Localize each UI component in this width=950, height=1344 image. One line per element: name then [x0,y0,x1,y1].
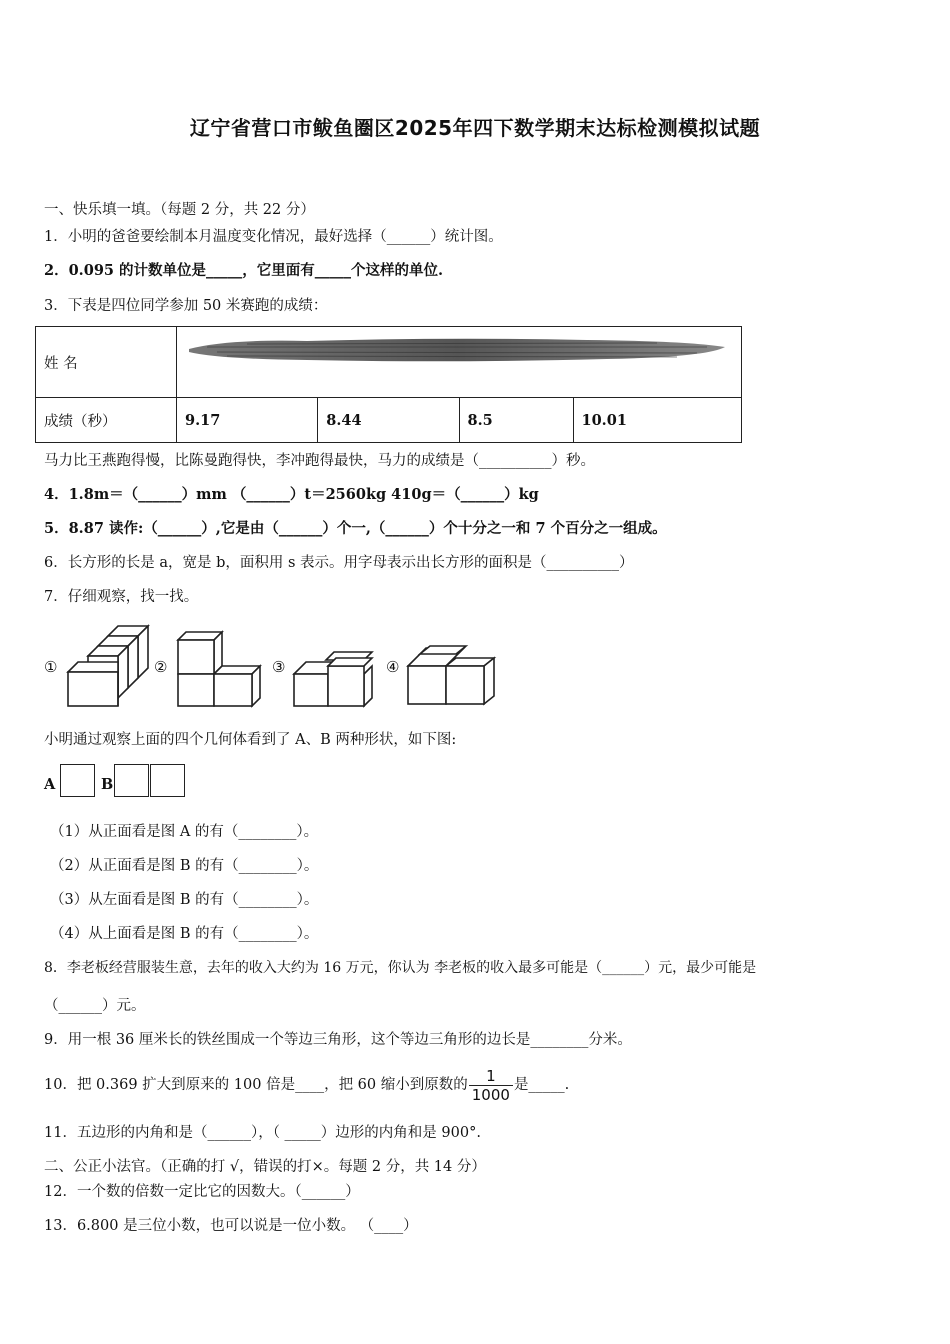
section-2-heading: 二、公正小法官。（正确的打 √，错误的打×。每题 2 分，共 14 分） [44,1159,486,1175]
score-cell: 10.01 [573,398,742,443]
view-b-square-left [114,764,149,797]
page-title: 辽宁省营口市鲅鱼圈区2025年四下数学期末达标检测模拟试题 [189,116,761,140]
question-13: 13．6.800 是三位小数，也可以说是一位小数。 （____） [44,1218,418,1234]
names-cell-blurred [177,327,742,398]
cube-figure-2 [176,622,266,710]
views-a-b [44,764,204,798]
figure-label-2: ② [154,658,168,676]
question-1: 1．小明的爸爸要绘制本月温度变化情况，最好选择（______）统计图。 [44,229,503,245]
question-7-part-4: （4）从上面看是图 B 的有（________）。 [50,926,319,942]
question-9: 9．用一根 36 厘米长的铁丝围成一个等边三角形，这个等边三角形的边长是________分米。 [44,1032,632,1048]
question-6: 6．长方形的长是 a，宽是 b，面积用 s 表示。用字母表示出长方形的面积是（__________） [44,555,634,571]
question-2: 2．0.095 的计数单位是_____，它里面有_____个这样的单位. [44,262,444,279]
question-12: 12．一个数的倍数一定比它的因数大。（______） [44,1184,360,1200]
solid-figures-row [44,622,504,712]
question-3: 3．下表是四位同学参加 50 米赛跑的成绩： [44,298,328,314]
score-cell: 8.5 [459,398,573,443]
fraction [469,1067,513,1104]
blurred-names-image [187,335,727,365]
question-7-part-3: （3）从左面看是图 B 的有（________）。 [50,892,319,908]
score-cell: 8.44 [318,398,459,443]
question-7: 7．仔细观察，找一找。 [44,589,199,605]
question-10-start: 10．把 0.369 扩大到原来的 100 倍是____，把 60 缩小到原数的 [44,1077,468,1093]
score-table [35,326,742,443]
question-8-line-1: 8．李老板经营服装生意，去年的收入大约为 16 万元，你认为 李老板的收入最多可能是（______）元，最少可能是 [44,960,757,976]
score-cell: 9.17 [177,398,318,443]
view-a-label: A [44,776,56,793]
question-7-observation: 小明通过观察上面的四个几何体看到了 A、B 两种形状，如下图: [44,732,457,748]
view-a-square [60,764,95,797]
cube-figure-4 [406,622,498,710]
question-7-part-2: （2）从正面看是图 B 的有（________）。 [50,858,319,874]
question-10-end: 是_____. [513,1077,570,1093]
score-row-label: 成绩（秒） [36,398,177,443]
fraction-numerator: 1 [469,1067,513,1086]
view-b-label: B [101,776,114,793]
figure-label-1: ① [44,658,58,676]
view-b-square-right [150,764,185,797]
question-10 [44,1064,569,1106]
cube-figure-3 [292,622,382,710]
name-row-label: 姓 名 [36,327,177,398]
cube-figure-1 [66,622,156,710]
question-7-part-1: （1）从正面看是图 A 的有（________）。 [50,824,319,840]
question-11: 11．五边形的内角和是（______），（ _____）边形的内角和是 900°. [44,1125,481,1141]
figure-label-3: ③ [272,658,286,676]
section-1-heading: 一、快乐填一填。（每题 2 分，共 22 分） [44,202,315,218]
question-4: 4．1.8m＝（______）mm （______）t＝2560kg 410g＝（______）kg [44,486,539,503]
fraction-denominator: 1000 [471,1085,510,1104]
figure-label-4: ④ [386,658,400,676]
question-8-line-2: （______）元。 [44,998,146,1014]
question-3-followup: 马力比王燕跑得慢，比陈曼跑得快，李冲跑得最快，马力的成绩是（__________）秒。 [44,453,595,469]
question-5: 5．8.87 读作:（______）,它是由（______）个一,（______）个十分之一和 7 个百分之一组成。 [44,520,667,537]
